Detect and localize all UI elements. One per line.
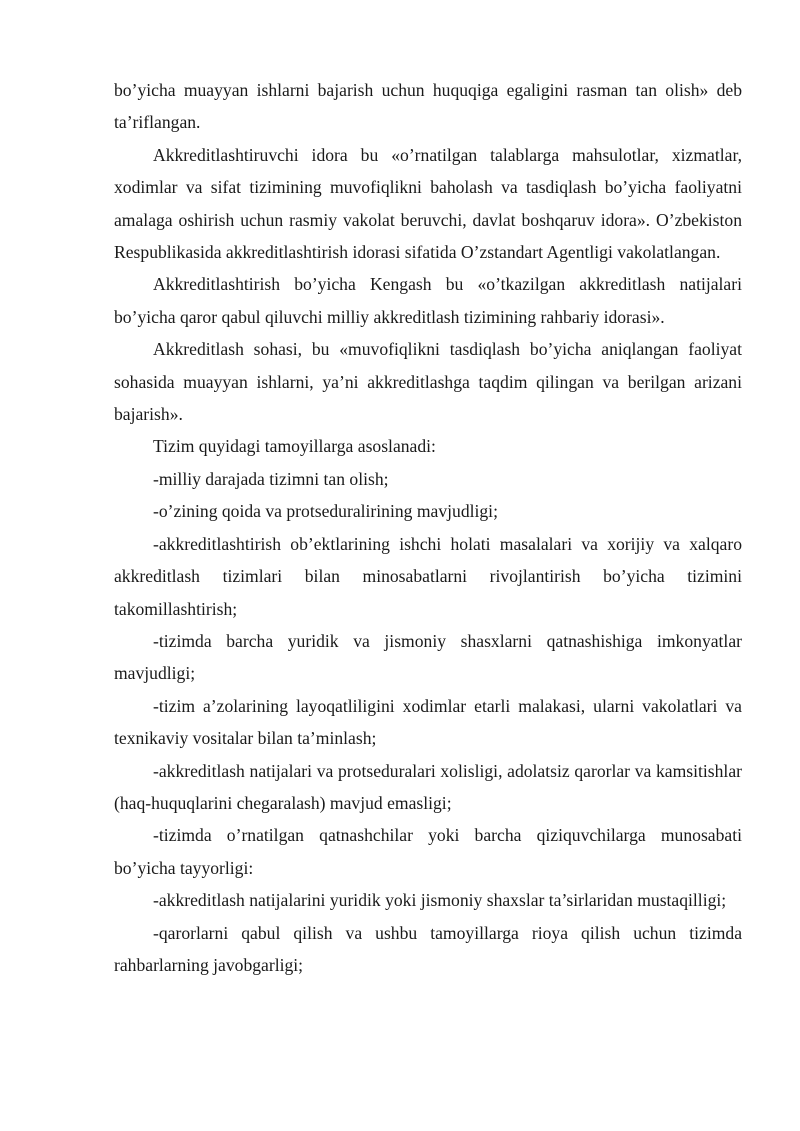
paragraph-continuation: bo’yicha muayyan ishlarni bajarish uchun huquqiga egaligini rasman tan olish» deb ta’riflangan. xyxy=(114,80,742,133)
list-item-principle: -akkreditlash natijalarini yuridik yoki jismoniy shaxslar ta’sirlaridan mustaqilligi; xyxy=(153,890,727,911)
paragraph-principles-intro: Tizim quyidagi tamoyillarga asoslanadi: xyxy=(153,436,436,457)
list-item-principle: -milliy darajada tizimni tan olish; xyxy=(153,468,389,489)
paragraph-accreditation-scope: Akkreditlash sohasi, bu «muvofiqlikni tasdiqlash bo’yicha aniqlangan faoliyat sohasida muayyan ishlarni, ya’ni akkreditlashga taqdim qilingan va berilgan arizani bajarish». xyxy=(114,339,742,425)
list-item-principle: -qarorlarni qabul qilish va ushbu tamoyillarga rioya qilish uchun tizimda rahbarlarning javobgarligi; xyxy=(114,922,742,975)
paragraph-accreditation-council: Akkreditlashtirish bo’yicha Kengash bu «o’tkazilgan akkreditlash natijalari bo’yicha qaror qabul qiluvchi milliy akkreditlash tizimining rahbariy idorasi». xyxy=(114,274,742,327)
paragraph-accreditation-body: Akkreditlashtiruvchi idora bu «o’rnatilgan talablarga mahsulotlar, xizmatlar, xodimlar va sifat tizimining muvofiqlikni baholash va tasdiqlash bo’yicha faoliyatni amalaga oshirish uchun rasmiy vakolat beruvchi, davlat boshqaruv idora». O’zbekiston Respublikasida akkreditlashtirish idorasi sifatida O’zstandart Agentligi vakolatlangan. xyxy=(114,144,742,263)
list-item-principle: -akkreditlashtirish ob’ektlarining ishchi holati masalalari va xorijiy va xalqaro akkreditlash tizimlari bilan minosabatlarni rivojlantirish bo’yicha tizimini takomillashtirish; xyxy=(114,533,742,619)
list-item-principle: -tizimda o’rnatilgan qatnashchilar yoki barcha qiziquvchilarga munosabati bo’yicha tayyorligi: xyxy=(114,825,742,878)
list-item-principle: -tizim a’zolarining layoqatliligini xodimlar etarli malakasi, ularni vakolatlari va texnikaviy vositalar bilan ta’minlash; xyxy=(114,695,742,749)
list-item-principle: -tizimda barcha yuridik va jismoniy shasxlarni qatnashishiga imkonyatlar mavjudligi; xyxy=(114,630,742,684)
document-page xyxy=(114,74,742,981)
list-item-principle: -o’zining qoida va protseduralirining mavjudligi; xyxy=(153,501,498,522)
list-item-principle: -akkreditlash natijalari va protseduralari xolisligi, adolatsiz qarorlar va kamsitishlar (haq-huquqlarini chegaralash) mavjud emasligi; xyxy=(114,760,742,813)
